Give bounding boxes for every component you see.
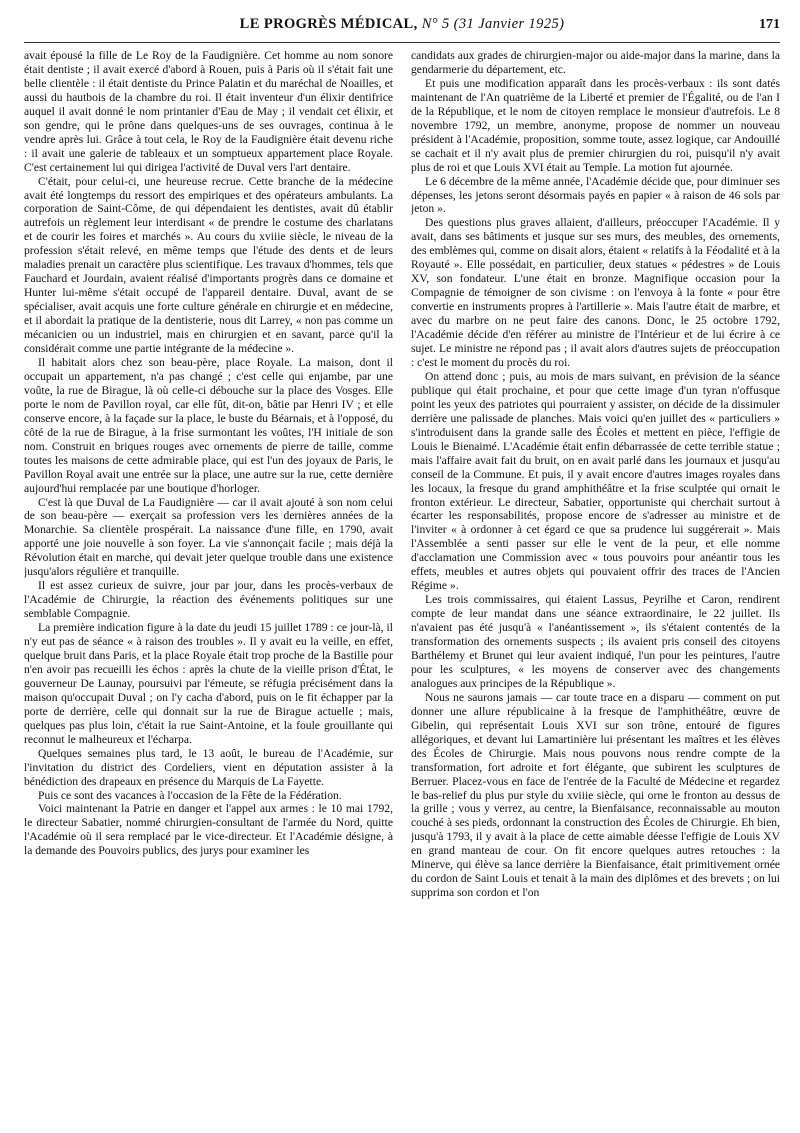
paragraph: On attend donc ; puis, au mois de mars suivant, en prévision de la séance publique qui était prochaine, et pour que cette image d'un tyran n'offusque point les yeux des patriotes qui pourraient y assister, on décide de la dissimuler derrière une palissade de planches. Mais voici qu'en juillet des « particuliers » s'introduisent dans la grande salle des Écoles et mettent en pièce, l'effigie de Louis le Bienaimé. L'Académie était enfin débarrassée de cette terrible statue ; mais l'affaire avait fait du bruit, on en avait parlé dans les journaux et jusqu'au conseil de la Commune. Et puis, il y avait encore d'autres images royales dans les locaux, la fresque du grand amphithéâtre et la frise sculptée qui ornait le fronton extérieur. Le directeur, Sabatier, opportuniste qui cherchait surtout à écarter les responsabilités, propose encore de s'adresser au ministre et de l'inviter « à ordonner à cet égard ce que sa prudence lui suggérerait ». Mais l'Assemblée a senti passer sur elle le vent de la peur, et elle nomme d'acclamation une Commission avec « tous pouvoirs pour anéantir tous les effets, meubles et autres objets qui pouvaient offrir des traces de l'Ancien Régime ».	[411, 369, 780, 593]
paragraph: Quelques semaines plus tard, le 13 août, le bureau de l'Académie, sur l'invitation du district des Cordeliers, vient en députation assister à la bénédiction des drapeaux en présence du Marquis de La Fayette.	[24, 746, 393, 788]
left-column	[24, 49, 393, 1133]
text-columns	[24, 49, 780, 1133]
paragraph: Les trois commissaires, qui étaient Lassus, Peyrilhe et Caron, rendirent compte de leur mandat dans une séance extraordinaire, le 22 juillet. Ils n'avaient pas été jusqu'à « l'anéantissement », ils s'étaient contentés de la transformation des ornements suspects ; ils avaient pris conseil des citoyens Barthélemy et Brunet qui leur avaient indiqué, l'un pour les peintures, l'autre pour les sculptures, « les moyens de conserver avec des changements analogues aux principes de la République ».	[411, 593, 780, 690]
right-column	[411, 49, 780, 1133]
paragraph: candidats aux grades de chirurgien-major ou aide-major dans la marine, dans la gendarmerie du département, etc.	[411, 49, 780, 76]
paragraph: La première indication figure à la date du jeudi 15 juillet 1789 : ce jour-là, il n'y eut pas de séance « à raison des troubles ». Il y avait eu la veille, en effet, quelque bruit dans Paris, et la place Royale était trop proche de la Bastille pour n'en avoir pas recueilli les échos : après la chute de la vieille prison d'État, le gouverneur De Launay, poursuivi par l'émeute, se réfugia précisément dans la maison qu'occupait Duval ; on l'y cacha d'abord, puis on le fit échapper par la porte de derrière, celle qui donnait sur la rue de Birague actuelle ; mais, quelques pas plus loin, c'était la rue Saint-Antoine, et la foule grouillante qui reconnut le malheureux et l'écharpa.	[24, 621, 393, 746]
paragraph: C'est là que Duval de La Faudignière — car il avait ajouté à son nom celui de son beau-père — exerçait sa profession vers les dernières années de la Monarchie. Sa clientèle prospérait. La naissance d'une fille, en 1790, avait apporté une joie nouvelle à son foyer. La vie s'annonçait facile ; mais déjà la Révolution était en marche, qui devait jeter quelque trouble dans une existence jusqu'alors régulière et tranquille.	[24, 495, 393, 579]
paragraph: Il est assez curieux de suivre, jour par jour, dans les procès-verbaux de l'Académie de Chirurgie, la réaction des événements politiques sur une semblable Compagnie.	[24, 579, 393, 621]
paragraph: Il habitait alors chez son beau-père, place Royale. La maison, dont il occupait un appartement, n'a pas changé ; c'est celle qui enjambe, par une voûte, la rue de Birague, là où celle-ci débouche sur la place des Vosges. Elle porte le nom de Pavillon royal, car elle fût, dit-on, bâtie par Henri IV ; et elle conserve encore, à la façade sur la place, le buste du Béarnais, et à l'opposé, du côté de la rue de Birague, à la frise surmontant les voûtes, l'H initiale de son nom. Construit en briques rouges avec ornements de pierre de taille, comme toutes les maisons de cette admirable place, qui est l'un des joyaux de Paris, le Pavillon Royal avait une entrée sur la place, une autre sur la rue, cette dernière aujourd'hui remplacée par une boutique d'horloger.	[24, 355, 393, 495]
issue-date: N° 5 (31 Janvier 1925)	[421, 16, 565, 32]
paragraph: Puis ce sont des vacances à l'occasion de la Fête de la Fédération.	[38, 788, 342, 802]
running-title	[64, 16, 740, 33]
paragraph: Et puis une modification apparaît dans les procès-verbaux : ils sont datés maintenant de l'An quatrième de la Liberté et premier de l'Égalité, ou de l'an I de la République, et le nom de citoyen remplace le monsieur d'autrefois. Le 8 novembre 1792, un membre, anonyme, propose de nommer un nouveau président à l'Académie, proposition, somme toute, assez logique, car Andouillé se cachait et il n'y avait plus de premier chirurgien du roi, puisqu'il n'y avait plus de roi et que Louis XVI était au Temple. La motion fut ajournée.	[411, 76, 780, 174]
journal-title: LE PROGRÈS MÉDICAL,	[239, 16, 418, 32]
paragraph: Nous ne saurons jamais — car toute trace en a disparu — comment on put donner une allure républicaine à la fresque de l'amphithéâtre, œuvre de Gibelin, qui représentait Louis XVI sur son trône, entouré de figures allégoriques, et devant lui Lamartinière lui présentant les maîtres et les élèves des Écoles de Chirurgie. Mais nous pouvons nous rendre compte de la transformation, fort adroite et fort élégante, que subirent les sculptures de Berruer. Placez-vous en face de l'entrée de la Faculté de Médecine et regardez le bas-relief du plus pur style du xviiie siècle, qui orne le fronton au dessus de la grille ; vous y verrez, au centre, la Bienfaisance, reconnaissable au mouton couché à ses pieds, ordonnant la construction des Écoles de Chirurgie. Eh bien, jusqu'à 1793, il y avait à la place de cette aimable déesse l'effigie de Louis XV en grand manteau de cour. On fit encore quelques autres retouches : la Minerve, qui élève sa lance derrière la Bienfaisance, était primitivement ornée du cordon de Saint Louis et tenait à la main des diplômes et des brevets ; on lui supprima son cordon et l'on	[411, 690, 780, 900]
running-header	[24, 16, 780, 43]
paragraph: avait épousé la fille de Le Roy de la Faudignière. Cet homme au nom sonore était dentiste ; il avait exercé d'abord à Rouen, puis à Paris où il s'était fait une belle clientèle : il était dentiste du Prince Palatin et du maréchal de Noailles, et aussi du hautbois de la chambre du roi. Il était inventeur d'un élixir dentifrice auquel il avait donné le nom printanier d'Eau de May ; il vendait cet élixir, et son gendre, qui le prône dans quelques-uns de ses ouvrages, continua à le vendre après lui. Grâce à tout cela, le Roy de la Faudignière était devenu riche : il avait une galerie de tableaux et un somptueux appartement place Royale. C'est certainement lui qui dirigea l'activité de Duval vers l'art dentaire.	[24, 49, 393, 174]
paragraph: Des questions plus graves allaient, d'ailleurs, préoccuper l'Académie. Il y avait, dans ses bâtiments et jusque sur ses murs, des meubles, des ornements, des emblèmes qui, comme on disait alors, étaient « relatifs à la Féodalité et à la Royauté ». Elle possédait, en particulier, deux statues « pédestres » de Louis XV, son fondateur. L'une était en bronze. Magnifique occasion pour la Compagnie de témoigner de son civisme : on l'envoya à la fonte « pour être convertie en instruments propres à l'artillerie ». Mais l'autre était de marbre, et avec du marbre on ne peut faire des canons. Donc, le 25 octobre 1792, l'Académie décide d'en référer au ministre de l'Intérieur et de lui écrire à ce sujet. Le ministre ne répond pas ; il avait alors d'autres sujets de préoccupation : c'est le moment du procès du roi.	[411, 216, 780, 369]
paragraph: C'était, pour celui-ci, une heureuse recrue. Cette branche de la médecine avait été longtemps du ressort des empiriques et des opérateurs ambulants. La corporation de Saint-Côme, de qui dépendaient les dentistes, avait dû établir autrefois un règlement leur interdisant « de prendre le costume des charlatans et de courir les foires et marchés ». Au cours du xviiie siècle, le niveau de la profession s'était relevé, en même temps que l'étude des dents et de leurs maladies prenait un caractère plus scientifique. Les travaux d'hommes, tels que Fauchard et Jourdain, avaient réalisé d'importants progrès dans ce domaine et Hunter lui-même s'était occupé de l'appareil dentaire. Duval, avant de se spécialiser, avait acquis une forte culture générale en chirurgie et en médecine, et il abordait la pratique de la dentisterie, nous dit Larrey, « non pas comme un mécanicien ou un industriel, mais en chirurgien et en savant, parce qu'il la considérait comme une partie intégrante de la médecine ».	[24, 174, 393, 356]
page-number: 171	[759, 17, 780, 32]
paragraph: Voici maintenant la Patrie en danger et l'appel aux armes : le 10 mai 1792, le directeur Sabatier, nommé chirurgien-consultant de l'armée du Nord, quitte l'Académie où il sera remplacé par le vice-directeur. Et l'Académie désigne, à la demande des Pouvoirs publics, des jurys pour examiner les	[24, 802, 393, 858]
paragraph: Le 6 décembre de la même année, l'Académie décide que, pour diminuer ses dépenses, les jetons seront désormais payés en papier « à raison de 46 sols par jeton ».	[411, 174, 780, 216]
